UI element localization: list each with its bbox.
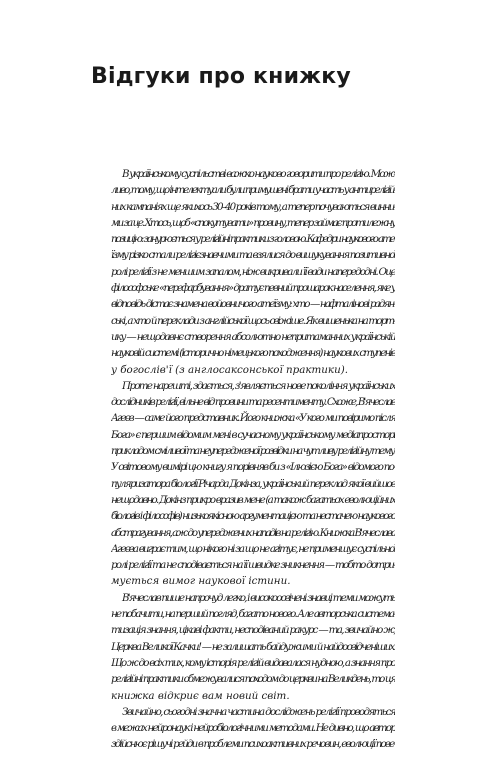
text-line: В українському суспільстві важко науково говорити про релігію. Мож- [122, 168, 395, 180]
text-line: Церква Великої Качки! — не залишать байдужими й найдосвідченіших. [111, 640, 395, 653]
text-line: філософське «перефарбування» дратує певний прошарок населення, яке у [111, 282, 395, 295]
text-line: мується вимог наукової істини. [111, 575, 291, 588]
text-line: не побачити, на перший погляд, багато нового. Але авторська системa- [111, 608, 395, 621]
text-line: здійснює рішучі рейди в проблеми психоактивних речовин, еволюції пове- [111, 738, 395, 751]
text-line: ливо, тому, що інтелектуали були примушені брати участь у антирелігій- [111, 184, 395, 197]
text-line: В'ячеслав пише напрочуд легко, і високоосвічені знавці теми можуть [122, 591, 395, 604]
text-line: науковій системі (історично німецького походження) наукових ступенів [111, 347, 395, 360]
text-line: ми за це. Хтось, щоб «спокутувати» провину, тепер займає протилежну [111, 216, 395, 229]
text-line: позицію: занурюється у релігійні практики з головою. Кафедри наукового ате- [111, 233, 395, 246]
text-line: ику — нещодавнє створення абсолютно непритаманних українській [111, 330, 395, 343]
text-line: Агеєва виграє тим, що нікого ні за що не агітує, не применшує суспільної [111, 542, 395, 555]
text-line: відповідь дістає знамена войовничого атеїзму: хто — нафталінові радян- [111, 298, 395, 311]
text-line: Агеєв — саме його представник. Його книжка «У кого ми повіримо після [111, 412, 395, 425]
text-line: ролі релігії та не сподівається на її швидке зникнення — тобто дотри- [111, 559, 395, 572]
text-line: Проте нарешті, здається, з'являється нове покоління українських [122, 379, 395, 392]
text-line: ролі релігії з не меншим запалом, ніж викривали її вади напередодні. Оце [111, 265, 395, 278]
text-line: них кампаніях ще якихось 30–40 років тому, а тепер почуваються винни- [111, 200, 395, 213]
text-line: дослідників релігії, вільне від провини та ресентименту. Схоже, В'ячеслав [111, 396, 395, 409]
review-text [111, 166, 395, 753]
text-line: нещодавно. Докінз прикро вразив мене (а також багатьох еволюційних [111, 493, 395, 506]
text-line: релігійні практики обмежувалися походом до церкви на Великдень, то ця [111, 673, 395, 686]
text-line: абстрагування, аж до упереджених нападів на релігію. Книжка В'ячеслава [111, 526, 395, 539]
text-line: їзму різко стали релігієзнавчими та взялися до вишукування позитивної [111, 249, 395, 262]
text-line: Бога» є першим відомим мені в сучасному українському медіапросторі [111, 428, 395, 441]
text-line: Що ж до всіх тих, кому історія релігій видавалася нудною, а знання про [111, 656, 395, 669]
text-line: тизація знання, цікаві факти, несподіваний ракурс — та, звичайно ж, [111, 624, 395, 637]
paragraph [111, 704, 395, 753]
text-line: в межах нейронаук і нейробіологічними методами. Не дивно, що автор [111, 722, 395, 735]
text-line: У світовому вимірі цю книгу я порівняв би з «Ілюзією Бога» відомого по- [111, 461, 395, 474]
text-line: пуляризатора біології Річарда Докінза, український переклад якої вийшов [111, 477, 395, 490]
paragraph [111, 378, 395, 590]
text-line: у богослів'ї (з англосаксонської практики). [111, 363, 348, 376]
paragraph [111, 166, 395, 378]
text-line: Звичайно, сьогодні значна частина досліджень релігії проводяться [122, 705, 395, 718]
text-line: ські, а хто й переклади з англійської щось свіжіше. Як вишенька на торт- [111, 314, 395, 327]
text-line: книжка відкриє вам новий світ. [111, 689, 290, 702]
paragraph [111, 590, 395, 704]
text-line: біологів і філософів) низькоякісною аргументацією та нестачею наукового [111, 510, 395, 523]
text-line: прикладом сміливої та неупередженої розвідки на чутливу релігійну тему. [111, 445, 395, 458]
page-title: Відгуки про книжку [91, 64, 351, 89]
